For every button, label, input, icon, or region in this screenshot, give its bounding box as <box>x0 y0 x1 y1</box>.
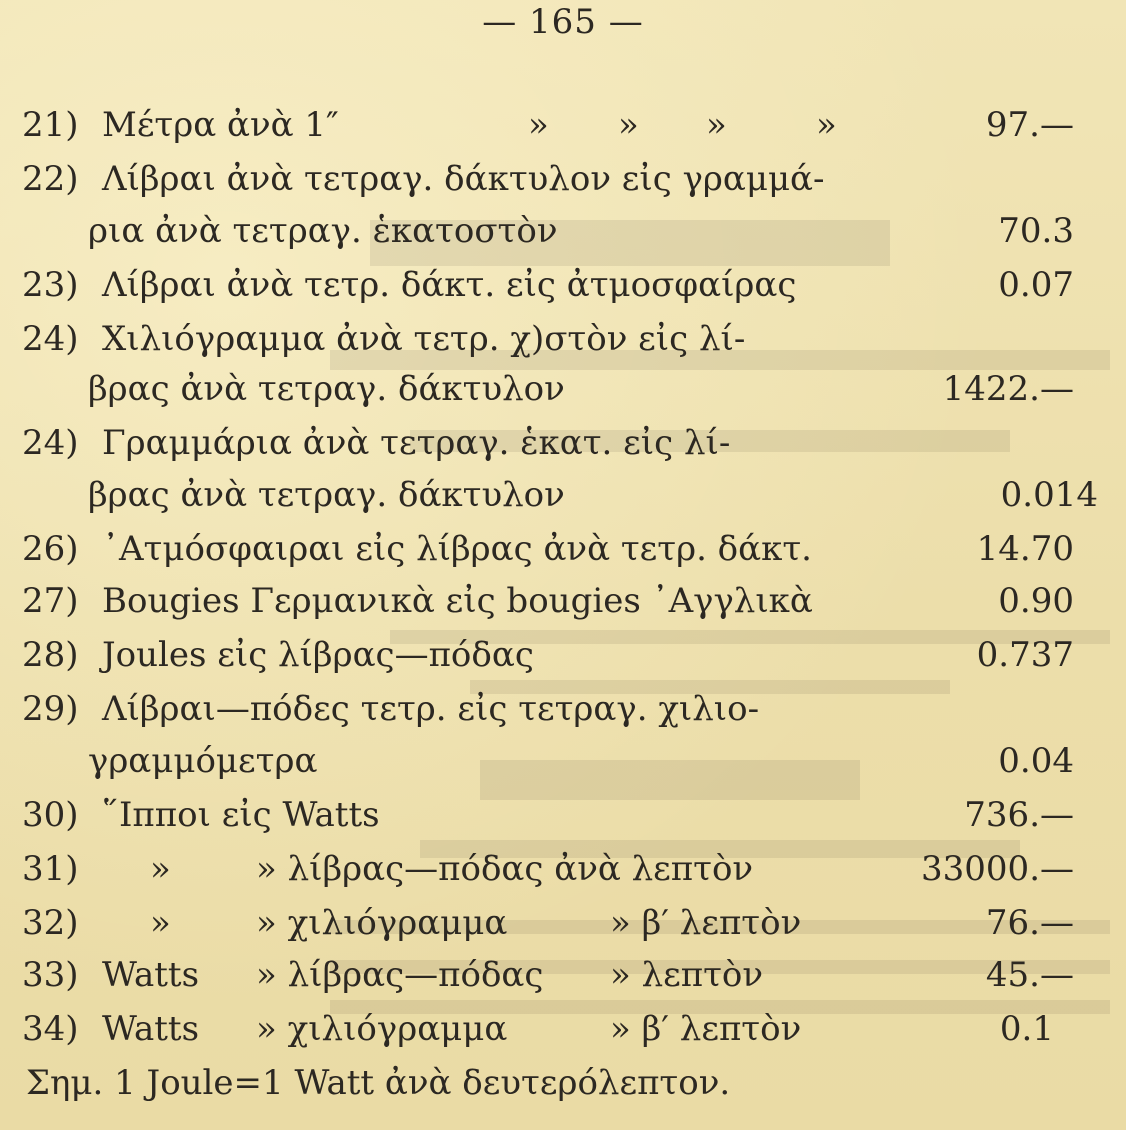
entry-value: 70.3 <box>998 211 1074 251</box>
entry-number: 30) <box>22 795 79 835</box>
entry-text: » λίβρας—πόδας ἀνὰ λεπτὸν <box>256 849 754 889</box>
footnote-text: Σημ. 1 Joule=1 Watt ἀνὰ δευτερόλεπτον. <box>26 1063 731 1103</box>
entry-text: Μέτρα ἀνὰ 1″ <box>102 105 339 145</box>
entry-value: 97.— <box>985 105 1074 145</box>
entry-text: Γραμμάρια ἀνὰ τετραγ. ἑκατ. εἰς λί- <box>102 423 731 463</box>
entry-text: Watts <box>102 955 200 995</box>
entry-text: Bougies Γερμανικὰ εἰς bougies ᾿Αγγλικὰ <box>102 581 813 621</box>
entry-21 <box>0 100 1126 150</box>
ditto-mark: » <box>816 105 837 145</box>
entry-22-continuation <box>0 206 1126 256</box>
entry-text-unit: » β′ λεπτὸν <box>610 1009 802 1049</box>
entry-value: 14.70 <box>976 529 1074 569</box>
entry-text-middle: » χιλιόγραμμα <box>256 1009 508 1049</box>
entry-value: 0.014 <box>1000 475 1098 515</box>
entry-24b <box>0 418 1126 468</box>
entry-text: Λίβραι—πόδες τετρ. εἰς τετραγ. χιλιο- <box>102 689 760 729</box>
ditto-mark: » <box>150 849 171 889</box>
entry-26 <box>0 524 1126 574</box>
entry-34 <box>0 1004 1126 1054</box>
entry-value: 0.737 <box>976 635 1074 675</box>
entry-number: 24) <box>22 319 79 359</box>
entry-text: Watts <box>102 1009 200 1049</box>
entry-value: 0.1 <box>999 1009 1054 1049</box>
entry-value: 1422.— <box>942 369 1074 409</box>
entry-31 <box>0 844 1126 894</box>
entry-text: » χιλιόγραμμα <box>256 903 508 943</box>
entry-number: 24) <box>22 423 79 463</box>
entry-value: 0.04 <box>998 741 1074 781</box>
ditto-mark: » <box>150 903 171 943</box>
entry-text: Λίβραι ἀνὰ τετραγ. δάκτυλον εἰς γραμμά- <box>102 159 825 199</box>
entry-number: 22) <box>22 159 79 199</box>
entry-29 <box>0 684 1126 734</box>
entry-24a <box>0 314 1126 364</box>
entry-text: ᾿Ατμόσφαιραι εἰς λίβρας ἀνὰ τετρ. δάκτ. <box>102 529 812 569</box>
entry-29-continuation <box>0 736 1126 786</box>
entry-30 <box>0 790 1126 840</box>
entry-28 <box>0 630 1126 680</box>
entry-value: 0.07 <box>998 265 1074 305</box>
entry-text: Λίβραι ἀνὰ τετρ. δάκτ. εἰς ἀτμοσφαίρας <box>102 265 797 305</box>
entry-number: 27) <box>22 581 79 621</box>
entry-value: 0.90 <box>998 581 1074 621</box>
entry-number: 29) <box>22 689 79 729</box>
entry-text-unit: » β′ λεπτὸν <box>610 903 802 943</box>
entry-24a-continuation <box>0 364 1126 414</box>
entry-32 <box>0 898 1126 948</box>
ditto-mark: » <box>528 105 549 145</box>
entry-text-unit: » λεπτὸν <box>610 955 764 995</box>
entry-number: 34) <box>22 1009 79 1049</box>
entry-value: 45.— <box>985 955 1074 995</box>
entry-23 <box>0 260 1126 310</box>
entry-number: 33) <box>22 955 79 995</box>
entry-value: 76.— <box>985 903 1074 943</box>
footnote <box>0 1058 1126 1108</box>
entry-text: ῞Ιπποι εἰς Watts <box>102 795 380 835</box>
entry-number: 28) <box>22 635 79 675</box>
ditto-mark: » <box>618 105 639 145</box>
entry-24b-continuation <box>0 470 1126 520</box>
entry-continuation: βρας ἀνὰ τετραγ. δάκτυλον <box>88 475 565 515</box>
entry-number: 32) <box>22 903 79 943</box>
entry-number: 26) <box>22 529 79 569</box>
entry-33 <box>0 950 1126 1000</box>
entry-number: 21) <box>22 105 79 145</box>
entry-value: 736.— <box>964 795 1074 835</box>
entry-value: 33000.— <box>921 849 1074 889</box>
entry-text: Χιλιόγραμμα ἀνὰ τετρ. χ)στὸν εἰς λί- <box>102 319 746 359</box>
entry-text-middle: » λίβρας—πόδας <box>256 955 544 995</box>
entry-continuation: ρια ἀνὰ τετραγ. ἑκατοστὸν <box>88 211 558 251</box>
entry-22 <box>0 154 1126 204</box>
entry-number: 23) <box>22 265 79 305</box>
entry-continuation: βρας ἀνὰ τετραγ. δάκτυλον <box>88 369 565 409</box>
entry-continuation: γραμμόμετρα <box>88 741 318 781</box>
ditto-mark: » <box>706 105 727 145</box>
page-number: — 165 — <box>482 2 644 42</box>
entry-text: Joules εἰς λίβρας—πόδας <box>102 635 534 675</box>
entry-number: 31) <box>22 849 79 889</box>
entry-27 <box>0 576 1126 626</box>
